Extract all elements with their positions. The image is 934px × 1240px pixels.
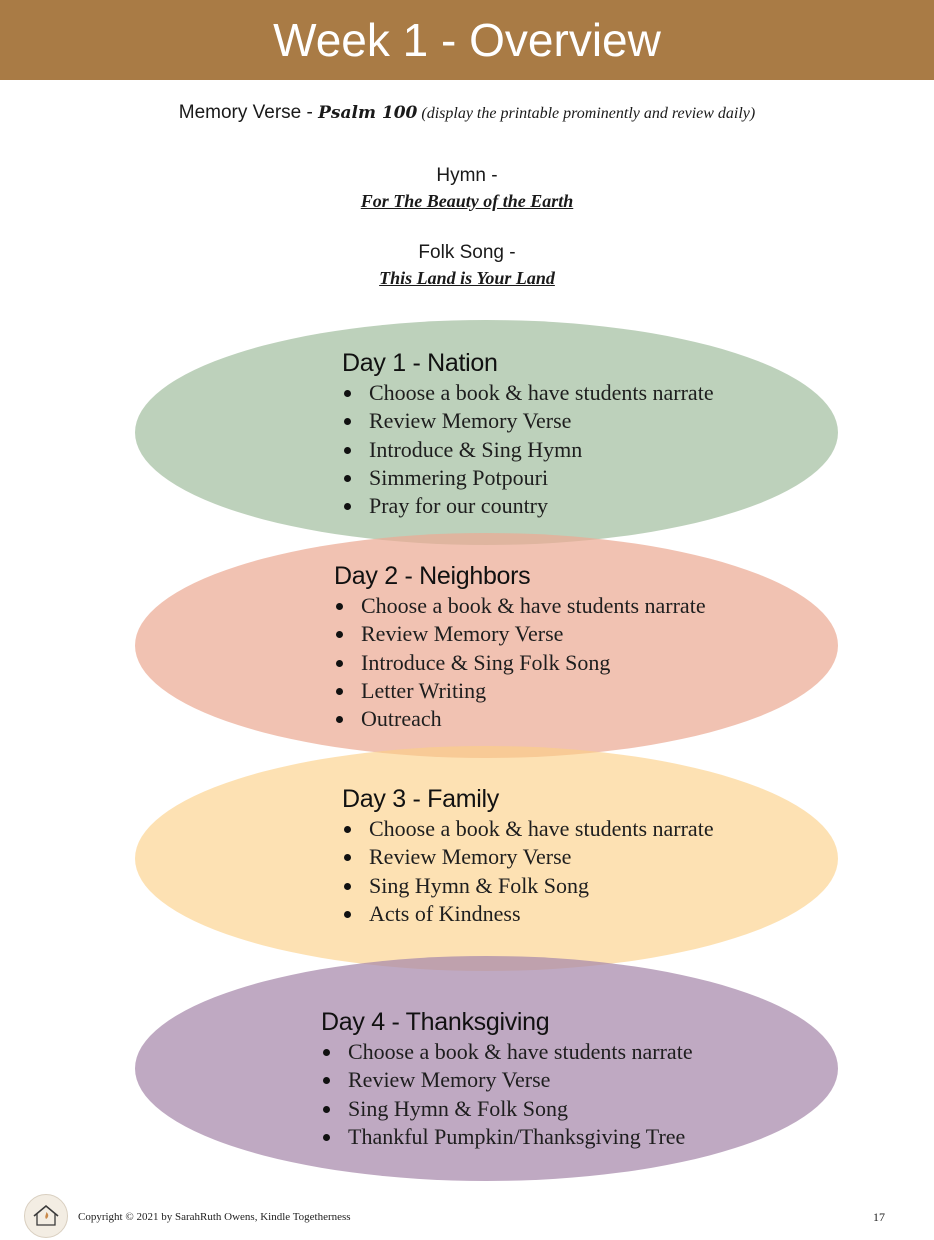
- header-banner: [0, 0, 934, 80]
- day-3-list: [342, 815, 714, 928]
- list-item: Sing Hymn & Folk Song: [342, 872, 714, 900]
- list-item: Sing Hymn & Folk Song: [321, 1095, 693, 1123]
- day-4-title: Day 4 - Thanksgiving: [321, 1008, 550, 1036]
- kindle-togetherness-logo-icon: [24, 1194, 68, 1238]
- page-title: Week 1 - Overview: [273, 14, 661, 66]
- list-item: Review Memory Verse: [334, 620, 706, 648]
- list-item: Choose a book & have students narrate: [342, 815, 714, 843]
- list-item: Introduce & Sing Hymn: [342, 436, 714, 464]
- list-item: Choose a book & have students narrate: [342, 379, 714, 407]
- page-number: 17: [873, 1210, 885, 1224]
- memory-verse-note: (display the printable prominently and review daily): [417, 105, 756, 122]
- list-item: Review Memory Verse: [321, 1066, 693, 1094]
- day-1-section: [342, 347, 714, 520]
- day-3-title: Day 3 - Family: [342, 785, 499, 813]
- list-item: Letter Writing: [334, 677, 706, 705]
- memory-verse-line: [0, 102, 934, 124]
- day-1-title: Day 1 - Nation: [342, 349, 498, 377]
- folk-song-block: [0, 240, 934, 290]
- day-2-title: Day 2 - Neighbors: [334, 562, 531, 590]
- hymn-title: For The Beauty of the Earth: [360, 191, 574, 211]
- day-3-section: [342, 783, 714, 928]
- list-item: Review Memory Verse: [342, 407, 714, 435]
- list-item: Pray for our country: [342, 492, 714, 520]
- hymn-label: Hymn -: [436, 165, 498, 186]
- memory-verse-reference: Psalm 100: [318, 103, 418, 123]
- hymn-block: [0, 163, 934, 213]
- memory-verse-label: Memory Verse -: [178, 102, 319, 123]
- day-2-list: [334, 592, 706, 733]
- list-item: Outreach: [334, 705, 706, 733]
- copyright-text: Copyright © 2021 by SarahRuth Owens, Kindle Togetherness: [78, 1211, 351, 1223]
- day-1-list: [342, 379, 714, 520]
- list-item: Choose a book & have students narrate: [334, 592, 706, 620]
- house-icon: [29, 1199, 63, 1233]
- list-item: Simmering Potpouri: [342, 464, 714, 492]
- list-item: Review Memory Verse: [342, 843, 714, 871]
- day-2-section: [334, 560, 706, 733]
- day-4-section: [321, 1006, 693, 1151]
- day-4-list: [321, 1038, 693, 1151]
- list-item: Introduce & Sing Folk Song: [334, 649, 706, 677]
- list-item: Thankful Pumpkin/Thanksgiving Tree: [321, 1123, 693, 1151]
- list-item: Choose a book & have students narrate: [321, 1038, 693, 1066]
- list-item: Acts of Kindness: [342, 900, 714, 928]
- folk-song-label: Folk Song -: [418, 242, 516, 263]
- folk-song-title: This Land is Your Land: [379, 268, 555, 288]
